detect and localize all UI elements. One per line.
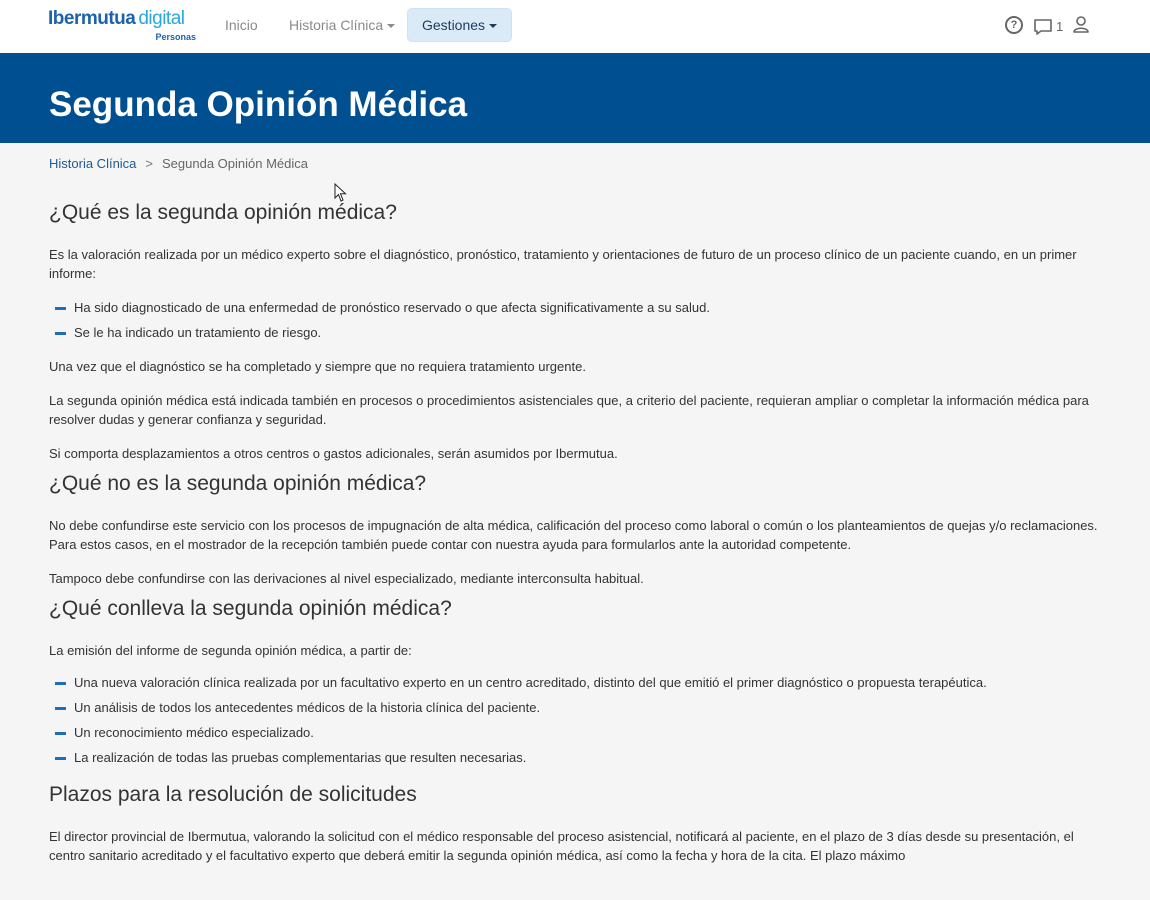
list-item: La realización de todas las pruebas complementarias que resulten necesarias. <box>49 745 1099 770</box>
nav-inicio-label: Inicio <box>225 17 258 33</box>
help-circle-icon[interactable]: ? <box>1005 16 1023 34</box>
user-icon[interactable] <box>1071 15 1091 35</box>
breadcrumb-separator: > <box>145 156 154 171</box>
chevron-down-icon <box>387 24 395 28</box>
chat-icon[interactable] <box>1033 17 1053 37</box>
page-title: Segunda Opinión Médica <box>49 85 468 124</box>
logo-sub-text: Personas <box>155 32 196 42</box>
section-title: Plazos para la resolución de solicitudes <box>49 783 417 806</box>
paragraph: Tampoco debe confundirse con las derivaciones al nivel especializado, mediante interconsulta habitual. <box>49 571 644 586</box>
nav-historia-label: Historia Clínica <box>289 17 384 33</box>
paragraph: No debe confundirse este servicio con los procesos de impugnación de alta médica, calificación del proceso como laboral o común o los planteamientos de quejas y/o reclamaciones. Para estos casos, en el mostrador de la recepción también puede contar con nuestra ayuda para formularlos ante la autoridad competente. <box>49 518 1098 552</box>
breadcrumb <box>49 156 308 171</box>
breadcrumb-link-historia[interactable]: Historia Clínica <box>49 156 137 171</box>
list-item: Un análisis de todos los antecedentes médicos de la historia clínica del paciente. <box>49 695 1099 720</box>
paragraph: Es la valoración realizada por un médico experto sobre el diagnóstico, pronóstico, tratamiento y orientaciones de futuro de un proceso clínico de un paciente cuando, en un primer informe: <box>49 247 1077 281</box>
paragraph: Una vez que el diagnóstico se ha completado y siempre que no requiera tratamiento urgente. <box>49 359 586 374</box>
nav-inicio[interactable] <box>225 9 258 41</box>
page-banner <box>0 53 1150 143</box>
list-item: Se le ha indicado un tratamiento de riesgo. <box>49 320 1099 345</box>
section-title: ¿Qué es la segunda opinión médica? <box>49 201 397 224</box>
list-item: Ha sido diagnosticado de una enfermedad de pronóstico reservado o que afecta significativamente a su salud. <box>49 295 1099 320</box>
paragraph: Si comporta desplazamientos a otros centros o gastos adicionales, serán asumidos por Ibermutua. <box>49 446 618 461</box>
nav-historia-clinica[interactable] <box>289 9 395 41</box>
paragraph: La emisión del informe de segunda opinión médica, a partir de: <box>49 643 412 658</box>
breadcrumb-current: Segunda Opinión Médica <box>162 156 309 171</box>
list-item: Un reconocimiento médico especializado. <box>49 720 1099 745</box>
chat-count-badge: 1 <box>1056 19 1064 34</box>
logo-text <box>48 8 185 30</box>
ibermutua-logo[interactable] <box>48 8 198 44</box>
paragraph: El director provincial de Ibermutua, valorando la solicitud con el médico responsable del proceso asistencial, notificará al paciente, en el plazo de 3 días desde su presentación, el centro sanitario acreditado y el facultativo experto que deberá emitir la segunda opinión médica, así como la fecha y hora de la cita. El plazo máximo <box>49 829 1074 863</box>
logo-main-text: Ibermutua <box>48 8 136 29</box>
logo-digital-text: digital <box>138 8 185 29</box>
section-title: ¿Qué conlleva la segunda opinión médica? <box>49 597 452 620</box>
bullet-list <box>49 295 1099 345</box>
chevron-down-icon <box>489 24 497 28</box>
bullet-list <box>49 670 1099 770</box>
top-navbar <box>0 0 1150 54</box>
section-title: ¿Qué no es la segunda opinión médica? <box>49 472 427 495</box>
list-item: Una nueva valoración clínica realizada por un facultativo experto en un centro acreditado, distinto del que emitió el primer diagnóstico o propuesta terapéutica. <box>49 670 1099 695</box>
nav-gestiones[interactable] <box>407 8 512 42</box>
paragraph: La segunda opinión médica está indicada también en procesos o procedimientos asistenciales que, a criterio del paciente, requieran ampliar o completar la información médica para resolver dudas y generar confianza y seguridad. <box>49 393 1089 427</box>
nav-gestiones-label: Gestiones <box>422 17 486 33</box>
main-content <box>49 196 1099 865</box>
